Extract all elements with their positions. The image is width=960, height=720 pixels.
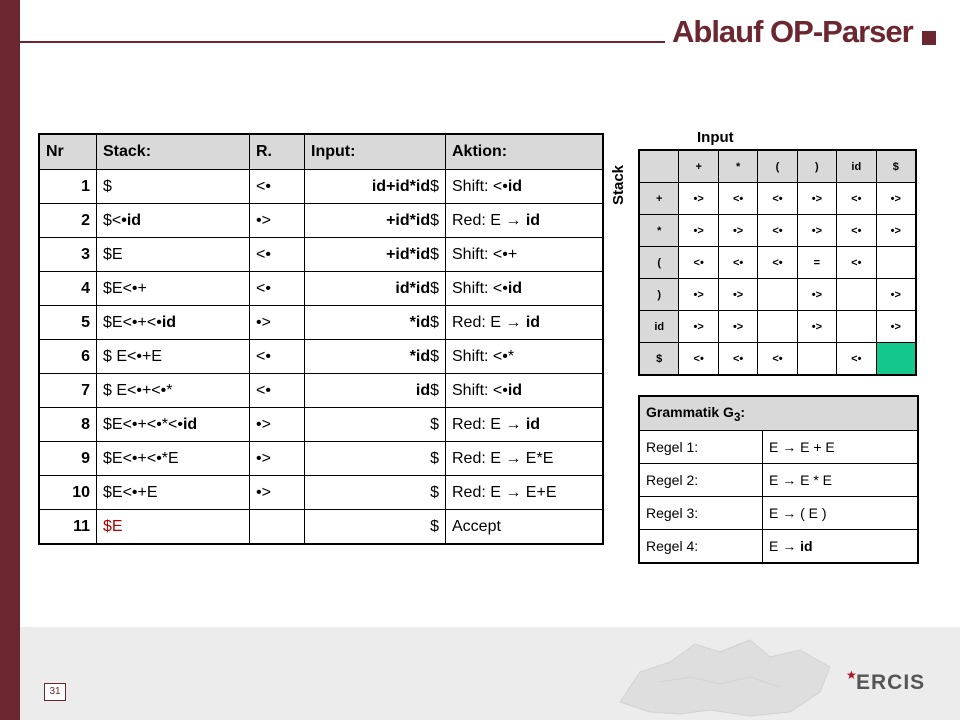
precedence-header-row [639,150,916,183]
stack-text: $ E<•+<•* [103,381,173,399]
grammar-title [639,396,918,431]
action-cell [446,272,604,306]
grammar-rule-row [639,464,918,497]
relation-value: <• [718,247,757,279]
relation-cell: •> [250,476,305,510]
input-end-marker: $ [430,483,439,501]
action-cell [446,408,604,442]
relation-cell: <• [250,272,305,306]
row-head: ) [639,279,679,311]
relation-cell: •> [250,442,305,476]
relation-value: •> [797,279,836,311]
action-cell [446,306,604,340]
trace-header-row [39,134,603,170]
relation-value: <• [837,247,876,279]
rule-text: E → [769,538,801,554]
corner-cell [639,150,679,183]
relation-value: <• [679,343,718,376]
relation-value: <• [758,183,797,215]
stack-cell [97,476,250,510]
stack-text-bold: id [182,415,198,433]
input-end-marker: $ [430,347,439,365]
stack-cell [97,170,250,204]
stack-text: $ [103,177,112,195]
header-input: Input: [305,134,446,170]
relation-value: <• [718,343,757,376]
relation-value: •> [679,311,718,343]
parse-trace-table [38,133,604,545]
stack-text: $E [103,517,123,535]
rule-text: E → ( E ) [769,505,827,521]
ercis-logo: ERCIS [856,671,926,694]
relation-value: <• [837,215,876,247]
relation-value: •> [797,311,836,343]
stack-cell [97,510,250,545]
relation-value: <• [679,247,718,279]
input-end-marker: $ [430,177,439,195]
input-text: *id [409,313,431,331]
trace-row [39,374,603,408]
relation-cell [250,510,305,545]
row-number: 1 [39,170,97,204]
rule-name: Regel 3: [639,497,763,530]
relation-value: •> [797,183,836,215]
action-text-bold: id [525,415,541,433]
trace-row [39,272,603,306]
sidebar-bar [0,0,20,720]
relation-value: •> [679,279,718,311]
grammar-rule-row [639,530,918,564]
relation-cell: •> [250,408,305,442]
row-number: 2 [39,204,97,238]
relation-value: •> [876,311,916,343]
input-end-marker: $ [430,517,439,535]
input-cell [305,374,446,408]
europe-map-watermark-icon [600,632,850,720]
input-text: +id*id [386,211,431,229]
input-end-marker: $ [430,415,439,433]
rule-production [763,464,919,497]
relation-value: <• [758,247,797,279]
relation-value: •> [679,183,718,215]
input-text: +id*id [386,245,431,263]
relation-value [837,279,876,311]
row-head: * [639,215,679,247]
input-end-marker: $ [430,211,439,229]
row-number: 10 [39,476,97,510]
row-head: ( [639,247,679,279]
action-text: Shift: <• [452,279,508,297]
relation-cell: <• [250,374,305,408]
column-head: + [679,150,718,183]
row-head: id [639,311,679,343]
input-end-marker: $ [430,245,439,263]
action-text: Shift: <•+ [452,245,518,263]
row-head: + [639,183,679,215]
input-end-marker: $ [430,449,439,467]
precedence-row [639,183,916,215]
input-cell [305,238,446,272]
title-square-icon [922,31,936,45]
header-action: Aktion: [446,134,604,170]
relation-value [758,279,797,311]
row-number: 4 [39,272,97,306]
stack-text: $E<•+<•*E [103,449,179,467]
stack-axis-label: Stack [610,164,627,205]
row-number: 5 [39,306,97,340]
rule-production [763,431,919,464]
action-cell [446,170,604,204]
input-cell [305,272,446,306]
action-text-bold: id [507,279,523,297]
relation-value [797,343,836,376]
relation-value: <• [837,183,876,215]
precedence-row [639,279,916,311]
rule-production [763,530,919,564]
header-nr: Nr [39,134,97,170]
relation-value [876,343,916,376]
page-number: 31 [44,683,66,701]
action-text-bold: id [507,381,523,399]
stack-cell [97,272,250,306]
trace-row [39,510,603,545]
header-relation: R. [250,134,305,170]
action-cell [446,476,604,510]
page-title: Ablauf OP-Parser [672,14,913,49]
relation-value: <• [758,215,797,247]
relation-value: •> [718,311,757,343]
stack-cell [97,374,250,408]
rule-name: Regel 2: [639,464,763,497]
column-head: id [837,150,876,183]
input-cell [305,476,446,510]
header-stack: Stack: [97,134,250,170]
stack-text: $E<•+E [103,483,158,501]
relation-value [758,311,797,343]
input-text: id [415,381,431,399]
column-head: ( [758,150,797,183]
relation-value [876,247,916,279]
trace-row [39,476,603,510]
relation-cell: <• [250,340,305,374]
row-number: 9 [39,442,97,476]
input-text: *id [409,347,431,365]
action-text: Red: E → [452,415,526,433]
stack-text: $E<•+ [103,279,147,297]
precedence-row [639,215,916,247]
row-number: 7 [39,374,97,408]
stack-cell [97,442,250,476]
stack-cell [97,408,250,442]
precedence-row [639,247,916,279]
stack-text-bold: id [161,313,177,331]
action-text: Shift: <•* [452,347,515,365]
input-text: id*id [395,279,431,297]
precedence-row [639,311,916,343]
input-cell [305,170,446,204]
input-cell [305,340,446,374]
relation-value: <• [837,343,876,376]
action-cell [446,204,604,238]
relation-value: •> [876,215,916,247]
action-text: Shift: <• [452,177,508,195]
grammar-table [638,395,919,564]
row-number: 11 [39,510,97,545]
action-text: Red: E → [452,313,526,331]
relation-cell: <• [250,170,305,204]
row-number: 6 [39,340,97,374]
trace-row [39,204,603,238]
rule-text: E → E + E [769,439,835,455]
relation-value: •> [718,279,757,311]
rule-text: E → E * E [769,472,833,488]
trace-row [39,408,603,442]
grammar-header-row [639,396,918,431]
relation-value: <• [718,183,757,215]
grammar-title-text: Grammatik G [646,403,734,420]
stack-cell [97,340,250,374]
trace-row [39,238,603,272]
action-text-bold: id [525,211,541,229]
action-text: Accept [452,517,501,535]
input-axis-label: Input [697,129,734,146]
input-end-marker: $ [430,279,439,297]
relation-cell: •> [250,204,305,238]
grammar-rule-row [639,497,918,530]
relation-value: •> [797,215,836,247]
column-head: $ [876,150,916,183]
action-cell [446,238,604,272]
input-cell [305,204,446,238]
stack-text: $E<•+<• [103,313,162,331]
column-head: ) [797,150,836,183]
row-head: $ [639,343,679,376]
grammar-rule-row [639,431,918,464]
action-cell [446,510,604,545]
relation-value: •> [876,279,916,311]
rule-name: Regel 4: [639,530,763,564]
grammar-title-subscript: 3 [733,410,741,424]
grammar-title-suffix: : [740,403,746,420]
input-end-marker: $ [430,381,439,399]
stack-text: $ E<•+E [103,347,162,365]
action-text: Shift: <• [452,381,508,399]
relation-value: = [797,247,836,279]
stack-text: $E [103,245,123,263]
stack-text-bold: •id [121,211,142,229]
input-end-marker: $ [430,313,439,331]
rule-name: Regel 1: [639,431,763,464]
relation-cell: •> [250,306,305,340]
input-text: id+id*id [371,177,431,195]
stack-text: $< [103,211,122,229]
action-text: Red: E → E*E [452,449,554,467]
stack-cell [97,204,250,238]
row-number: 8 [39,408,97,442]
action-cell [446,442,604,476]
precedence-row [639,343,916,376]
precedence-table [638,149,917,376]
input-cell [305,510,446,545]
rule-production [763,497,919,530]
action-text-bold: id [525,313,541,331]
action-text: Red: E → [452,211,526,229]
input-cell [305,442,446,476]
relation-value: •> [718,215,757,247]
rule-text-bold: id [800,538,813,554]
action-text: Red: E → E+E [452,483,557,501]
stack-cell [97,306,250,340]
trace-row [39,170,603,204]
action-text-bold: id [507,177,523,195]
input-cell [305,408,446,442]
relation-value: •> [876,183,916,215]
relation-value [837,311,876,343]
title-rule [20,41,665,43]
action-cell [446,340,604,374]
trace-row [39,340,603,374]
action-cell [446,374,604,408]
relation-value: <• [758,343,797,376]
trace-row [39,442,603,476]
relation-cell: <• [250,238,305,272]
stack-cell [97,238,250,272]
row-number: 3 [39,238,97,272]
column-head: * [718,150,757,183]
trace-row [39,306,603,340]
logo-star-icon: ★ [846,668,857,682]
relation-value: •> [679,215,718,247]
stack-text: $E<•+<•*<• [103,415,183,433]
input-cell [305,306,446,340]
